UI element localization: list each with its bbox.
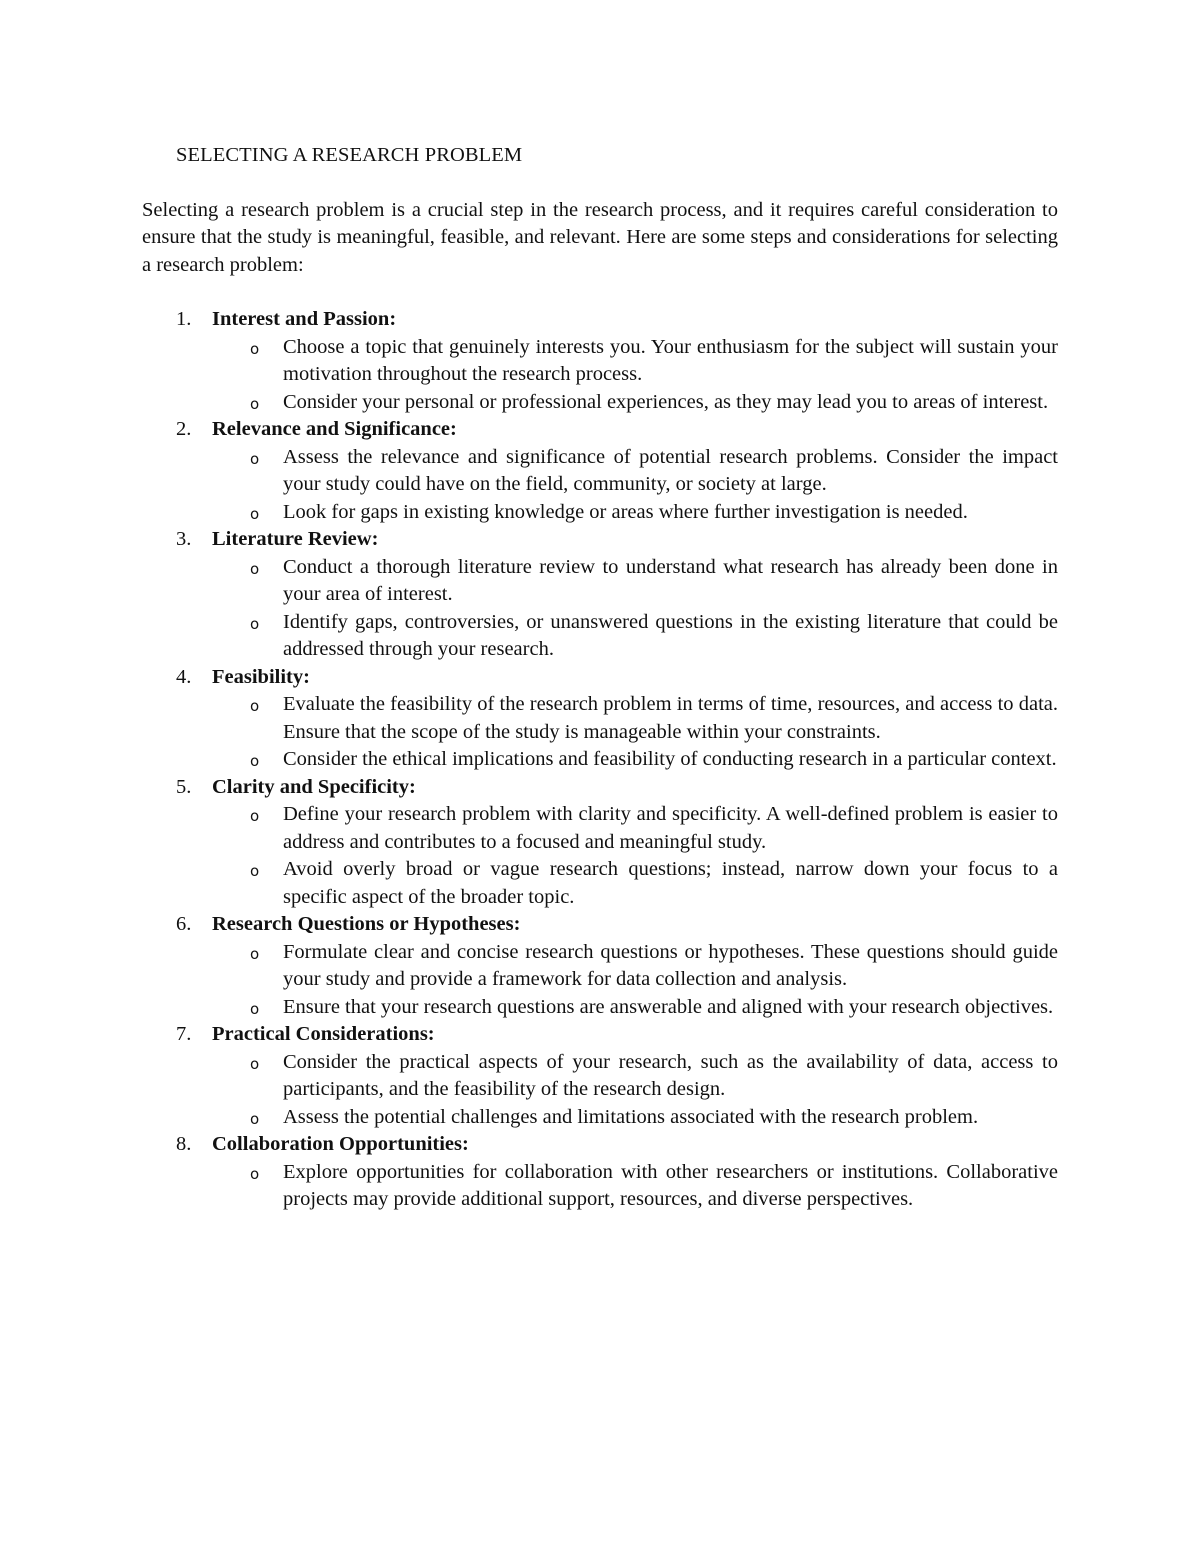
section-heading: Practical Considerations: [212, 1023, 435, 1045]
bullet-point [212, 334, 1058, 389]
section-number: 2. [176, 418, 192, 440]
bullet-point [212, 994, 1058, 1022]
bullet-point [212, 609, 1058, 664]
bullet-text: Conduct a thorough literature review to understand what research has already been done in your area of interest. [283, 555, 1058, 605]
bullet-icon: o [250, 807, 260, 825]
bullet-text: Consider the practical aspects of your research, such as the availability of data, access to participants, and the feasibility of the research design. [283, 1050, 1058, 1100]
section-heading: Collaboration Opportunities: [212, 1133, 469, 1155]
bullet-icon: o [250, 504, 260, 523]
bullet-icon: o [250, 1164, 260, 1183]
section-list [142, 306, 1058, 1214]
bullet-text: Consider the ethical implications and feasibility of conducting research in a particular context. [283, 748, 1057, 770]
bullet-icon: o [250, 339, 260, 358]
bullet-text: Choose a topic that genuinely interests you. Your enthusiasm for the subject will sustain your motivation throughout the research process. [283, 335, 1058, 385]
bullet-point [212, 444, 1058, 499]
bullet-text: Look for gaps in existing knowledge or areas where further investigation is needed. [283, 500, 968, 523]
bullet-icon: o [250, 559, 260, 578]
bullet-icon: o [250, 449, 260, 468]
bullet-point [212, 939, 1058, 994]
bullet-point [212, 746, 1058, 774]
section-points [212, 334, 1058, 417]
bullet-point [212, 691, 1058, 746]
bullet-text: Consider your personal or professional experiences, as they may lead you to areas of interest. [283, 390, 1049, 413]
document-title: SELECTING A RESEARCH PROBLEM [176, 144, 523, 166]
bullet-text: Identify gaps, controversies, or unanswered questions in the existing literature that could be addressed through your research. [283, 610, 1058, 660]
bullet-text: Assess the relevance and significance of potential research problems. Consider the impact your study could have on the field, community, or society at large. [283, 445, 1058, 495]
section-item [142, 911, 1058, 1021]
section-points [212, 1049, 1058, 1132]
intro-paragraph: Selecting a research problem is a crucial step in the research process, and it requires careful consideration to ensure that the study is meaningful, feasible, and relevant. Here are some steps and considerations for selecting a research problem: [142, 198, 1058, 276]
section-number: 7. [176, 1023, 192, 1045]
bullet-icon: o [250, 999, 260, 1018]
bullet-point [212, 1159, 1058, 1214]
section-points [212, 1159, 1058, 1214]
bullet-text: Assess the potential challenges and limitations associated with the research problem. [283, 1105, 979, 1128]
section-heading: Literature Review: [212, 528, 379, 550]
bullet-point [212, 499, 1058, 527]
section-number: 1. [176, 308, 192, 330]
bullet-point [212, 856, 1058, 911]
section-item [142, 1021, 1058, 1131]
bullet-icon: o [250, 697, 260, 715]
bullet-point [212, 554, 1058, 609]
bullet-icon: o [250, 1054, 260, 1073]
bullet-icon: o [250, 862, 260, 880]
bullet-point [212, 801, 1058, 856]
document-page [142, 142, 1058, 1214]
section-points [212, 801, 1058, 911]
bullet-icon: o [250, 614, 260, 633]
bullet-point [212, 1049, 1058, 1104]
section-number: 5. [176, 775, 192, 798]
section-points [212, 939, 1058, 1022]
bullet-point [212, 389, 1058, 417]
bullet-text: Define your research problem with clarity and specificity. A well-defined problem is easier to address and contributes to a focused and meaningful study. [283, 803, 1058, 853]
section-item [142, 1131, 1058, 1214]
section-item [142, 774, 1058, 912]
bullet-icon: o [250, 944, 260, 963]
section-heading: Relevance and Significance: [212, 418, 457, 440]
section-item [142, 664, 1058, 774]
section-points [212, 554, 1058, 664]
section-number: 6. [176, 913, 192, 935]
bullet-point [212, 1104, 1058, 1132]
section-heading: Feasibility: [212, 665, 310, 688]
bullet-icon: o [250, 752, 260, 770]
bullet-text: Ensure that your research questions are answerable and aligned with your research objectives. [283, 995, 1054, 1018]
bullet-text: Formulate clear and concise research questions or hypotheses. These questions should guide your study and provide a framework for data collection and analysis. [283, 940, 1058, 990]
section-number: 3. [176, 528, 192, 550]
bullet-text: Evaluate the feasibility of the research problem in terms of time, resources, and access to data. Ensure that the scope of the study is manageable within your constraints. [283, 693, 1058, 743]
section-heading: Clarity and Specificity: [212, 775, 416, 798]
bullet-text: Explore opportunities for collaboration with other researchers or institutions. Collaborative projects may provide additional support, resources, and diverse perspectives. [283, 1160, 1058, 1210]
bullet-icon: o [250, 394, 260, 413]
section-number: 4. [176, 665, 192, 688]
section-item [142, 416, 1058, 526]
section-points [212, 444, 1058, 527]
section-heading: Research Questions or Hypotheses: [212, 913, 521, 935]
section-number: 8. [176, 1133, 192, 1155]
bullet-text: Avoid overly broad or vague research questions; instead, narrow down your focus to a specific aspect of the broader topic. [283, 858, 1058, 908]
section-item [142, 306, 1058, 416]
section-item [142, 526, 1058, 664]
section-heading: Interest and Passion: [212, 308, 397, 330]
bullet-icon: o [250, 1109, 260, 1128]
section-points [212, 691, 1058, 774]
